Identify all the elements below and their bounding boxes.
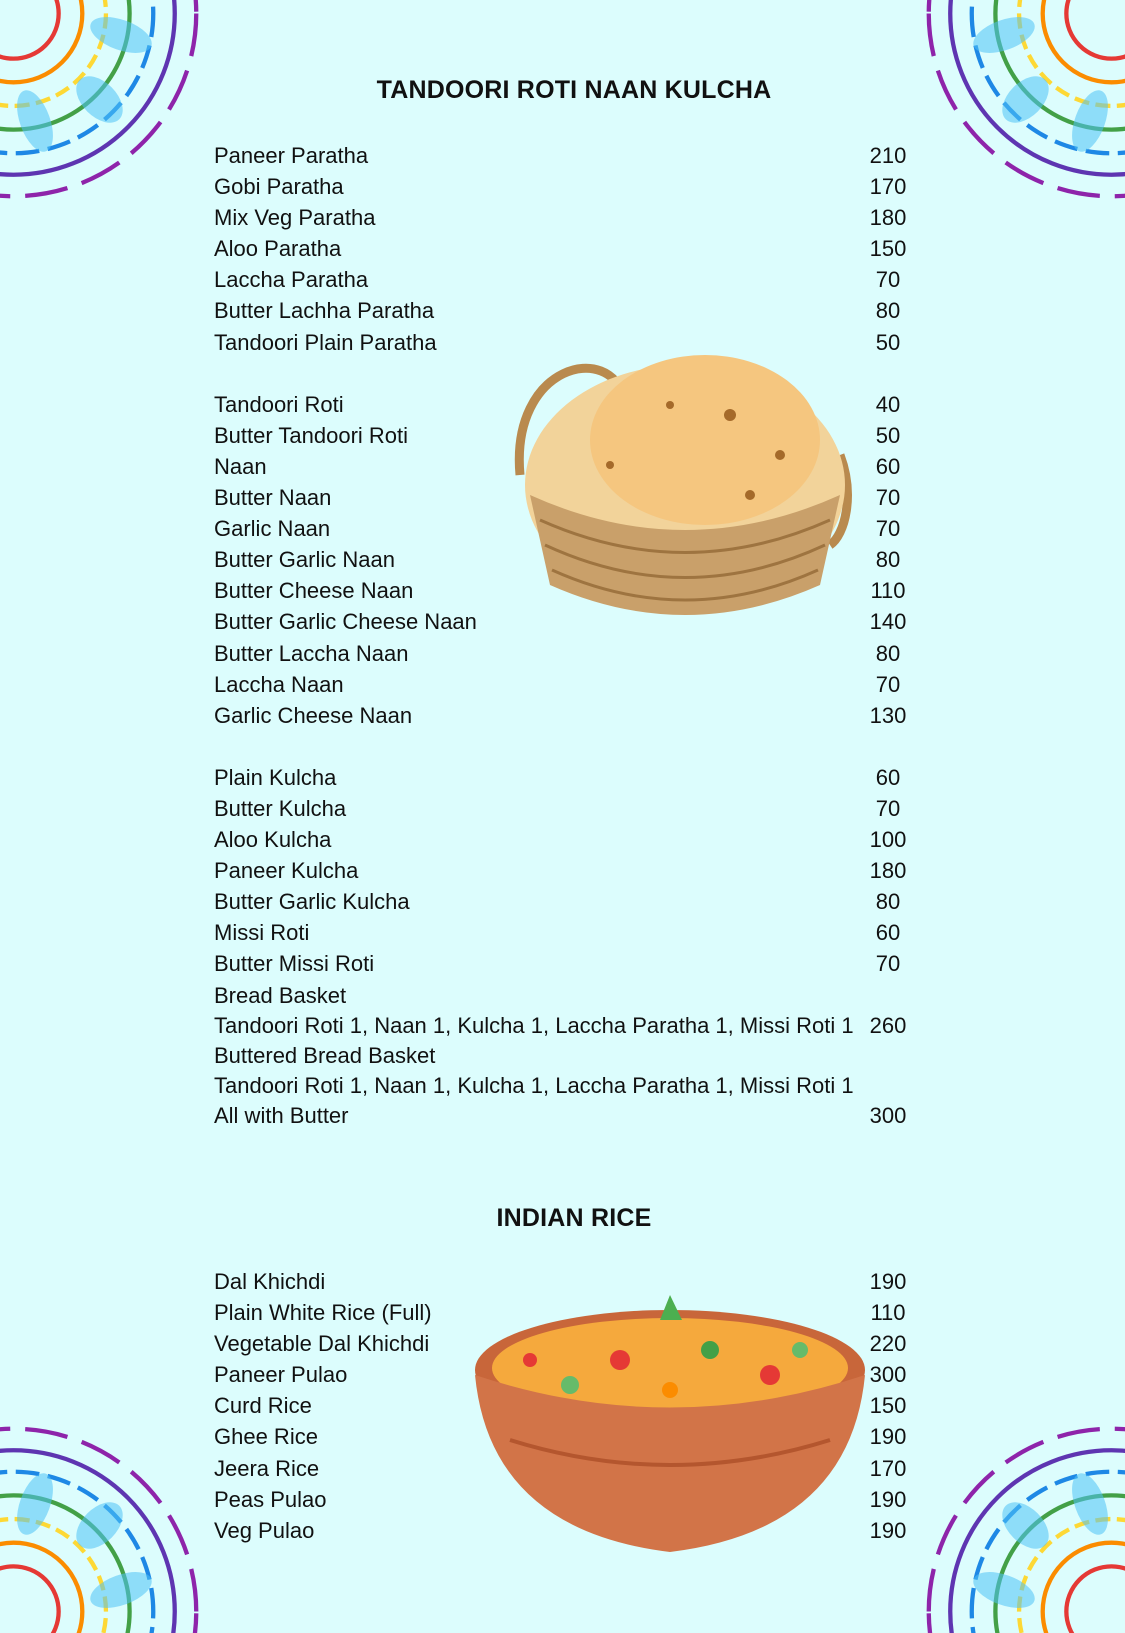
item-price: 180 <box>869 858 907 884</box>
menu-item <box>214 917 918 948</box>
item-name: Butter Lachha Paratha <box>214 298 435 324</box>
item-name: Plain Kulcha <box>214 764 337 790</box>
menu-item <box>214 638 918 669</box>
item-name: Butter Garlic Naan <box>214 547 395 573</box>
item-price: 260 <box>869 1012 907 1038</box>
item-name: Butter Missi Roti <box>214 951 375 977</box>
item-price: 50 <box>875 422 901 448</box>
menu-item <box>214 793 918 824</box>
menu-item <box>214 202 918 233</box>
menu-item <box>214 1421 918 1452</box>
menu-item <box>214 762 918 793</box>
menu-item <box>214 389 918 420</box>
item-price: 110 <box>870 578 906 604</box>
menu-item <box>214 420 918 451</box>
item-price: 60 <box>875 453 901 479</box>
item-price: 70 <box>875 795 901 821</box>
menu-item <box>214 948 918 979</box>
item-name: Tandoori Roti 1, Naan 1, Kulcha 1, Laccha Paratha 1, Missi Roti 1 <box>214 1012 854 1038</box>
item-name: Laccha Paratha <box>214 267 369 293</box>
item-name: Butter Garlic Cheese Naan <box>214 609 477 635</box>
item-price: 70 <box>875 671 901 697</box>
menu-item <box>214 1515 918 1546</box>
menu-item <box>214 1390 918 1421</box>
item-price: 70 <box>875 485 901 511</box>
item-price: 170 <box>869 174 907 200</box>
menu-item <box>214 327 918 358</box>
item-name: Butter Cheese Naan <box>214 578 414 604</box>
menu-item <box>214 1297 918 1328</box>
menu-item <box>214 171 918 202</box>
item-name: Naan <box>214 453 267 479</box>
item-price: 70 <box>875 516 901 542</box>
menu-item <box>214 855 918 886</box>
item-name: Bread Basket <box>214 982 347 1008</box>
item-name: Peas Pulao <box>214 1486 327 1512</box>
item-price: 70 <box>875 951 901 977</box>
item-price: 140 <box>869 609 907 635</box>
item-price: 190 <box>869 1486 907 1512</box>
item-name: Plain White Rice (Full) <box>214 1300 432 1326</box>
item-price: 300 <box>869 1102 907 1128</box>
menu-item <box>214 700 918 731</box>
section-title: INDIAN RICE <box>496 1204 652 1232</box>
item-name: Tandoori Roti <box>214 391 344 417</box>
item-name: Ghee Rice <box>214 1424 318 1450</box>
item-name: Garlic Cheese Naan <box>214 702 413 728</box>
menu-item <box>214 513 918 544</box>
item-name: Jeera Rice <box>214 1455 320 1481</box>
menu-item <box>214 886 918 917</box>
menu-item-description <box>214 1011 918 1041</box>
item-name: Curd Rice <box>214 1393 312 1419</box>
menu-item <box>214 1453 918 1484</box>
menu-item <box>214 1266 918 1297</box>
item-price: 80 <box>875 547 901 573</box>
menu-item <box>214 295 918 326</box>
item-price: 190 <box>869 1517 907 1543</box>
menu-item <box>214 606 918 637</box>
item-price: 130 <box>869 702 907 728</box>
item-price: 50 <box>875 329 901 355</box>
item-name: Butter Laccha Naan <box>214 640 409 666</box>
item-name: Gobi Paratha <box>214 174 344 200</box>
menu-item <box>214 1040 918 1071</box>
item-name: Paneer Kulcha <box>214 858 359 884</box>
item-name: Laccha Naan <box>214 671 344 697</box>
item-price: 220 <box>869 1331 907 1357</box>
menu-item <box>214 575 918 606</box>
item-name: Dal Khichdi <box>214 1269 326 1294</box>
item-name: Paneer Pulao <box>214 1362 348 1388</box>
menu-item <box>214 1484 918 1515</box>
item-price: 100 <box>869 827 907 853</box>
item-name: Tandoori Roti 1, Naan 1, Kulcha 1, Laccha Paratha 1, Missi Roti 1 All with Butter <box>214 1073 854 1128</box>
menu-item <box>214 451 918 482</box>
menu-item <box>214 264 918 295</box>
item-name: Veg Pulao <box>214 1517 315 1543</box>
section-title: TANDOORI ROTI NAAN KULCHA <box>376 76 772 104</box>
menu-item <box>214 824 918 855</box>
item-name: Tandoori Plain Paratha <box>214 329 437 355</box>
item-price: 190 <box>869 1424 907 1450</box>
item-name: Paneer Paratha <box>214 143 369 168</box>
item-price: 70 <box>875 267 901 293</box>
menu-item <box>214 1359 918 1390</box>
item-name: Butter Garlic Kulcha <box>214 889 410 915</box>
item-price: 80 <box>875 640 901 666</box>
item-name: Butter Kulcha <box>214 795 347 821</box>
item-name: Buttered Bread Basket <box>214 1043 436 1069</box>
item-name: Aloo Kulcha <box>214 827 332 853</box>
item-price: 180 <box>869 205 907 231</box>
menu-item-description <box>214 1071 918 1130</box>
item-price: 110 <box>870 1300 906 1326</box>
item-name: Butter Naan <box>214 485 332 511</box>
item-price: 190 <box>869 1269 907 1294</box>
item-name: Mix Veg Paratha <box>214 205 376 231</box>
menu-item <box>214 669 918 700</box>
item-price: 80 <box>875 298 901 324</box>
item-price: 60 <box>875 764 901 790</box>
item-price: 150 <box>869 236 907 262</box>
menu-list <box>214 1266 918 1546</box>
item-name: Garlic Naan <box>214 516 331 542</box>
mandala-icon <box>918 1418 1125 1633</box>
item-price: 170 <box>869 1455 907 1481</box>
item-price: 40 <box>875 391 901 417</box>
item-name: Vegetable Dal Khichdi <box>214 1331 430 1357</box>
item-name: Butter Tandoori Roti <box>214 422 409 448</box>
item-price: 300 <box>869 1362 907 1388</box>
menu-item <box>214 140 918 171</box>
menu-item <box>214 482 918 513</box>
item-name: Aloo Paratha <box>214 236 342 262</box>
item-name: Missi Roti <box>214 920 310 946</box>
menu-item <box>214 233 918 264</box>
item-price: 210 <box>869 143 907 168</box>
item-price: 60 <box>875 920 901 946</box>
item-price: 80 <box>875 889 901 915</box>
menu-item <box>214 1328 918 1359</box>
menu-item <box>214 980 918 1011</box>
menu-item <box>214 544 918 575</box>
item-price: 150 <box>869 1393 907 1419</box>
mandala-icon <box>0 1418 207 1633</box>
menu-list <box>214 140 918 1130</box>
